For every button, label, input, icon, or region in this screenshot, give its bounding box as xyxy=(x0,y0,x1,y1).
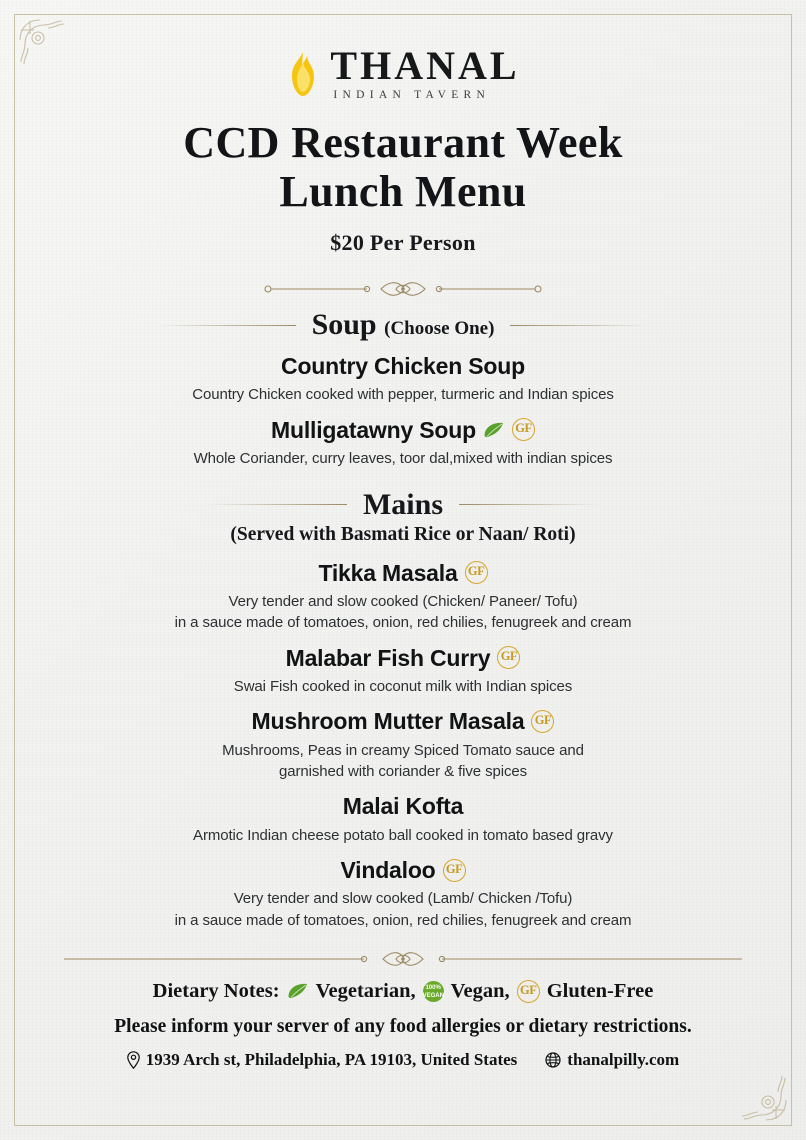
dish-name-text: Tikka Masala xyxy=(318,559,458,586)
dish-name-text: Vindaloo xyxy=(340,857,436,884)
website-item[interactable] xyxy=(545,1050,679,1070)
dish-description-line: garnished with coriander & five spices xyxy=(279,763,527,780)
dish-description-line: Very tender and slow cooked (Lamb/ Chicken /Tofu) xyxy=(233,890,573,908)
gluten-free-icon: GF xyxy=(531,710,554,733)
title-line-2: Lunch Menu xyxy=(279,166,527,216)
dish-name xyxy=(46,645,760,671)
menu-item xyxy=(46,857,760,931)
section-title-soup xyxy=(312,308,495,342)
address-text: 1939 Arch st, Philadelphia, PA 19103, United States xyxy=(145,1049,518,1069)
gluten-free-icon: GF xyxy=(512,418,535,441)
brand-tagline: INDIAN TAVERN xyxy=(333,89,491,101)
dish-description-line: Swai Fish cooked in coconut milk with Indian spices xyxy=(233,677,573,695)
dish-name xyxy=(46,353,760,379)
flame-icon xyxy=(286,51,320,97)
dish-description-line: Armotic Indian cheese potato ball cooked in tomato based gravy xyxy=(193,826,613,844)
gluten-free-label: Gluten-Free xyxy=(546,980,654,1003)
address-item xyxy=(127,1050,518,1070)
dish-name-text: Mushroom Mutter Masala xyxy=(251,708,525,735)
section-title-mains xyxy=(363,488,443,522)
dish-description xyxy=(46,384,760,405)
ornament-divider-top xyxy=(263,276,543,302)
page-title xyxy=(46,118,760,217)
menu-item xyxy=(46,793,760,846)
vegan-icon-text: 100% VEGAN xyxy=(422,984,444,999)
dish-description xyxy=(46,591,760,634)
menu-item xyxy=(46,645,760,698)
section-title-text: Mains xyxy=(362,487,443,521)
dish-name xyxy=(46,793,760,819)
section-subtitle-mains: (Served with Basmati Rice or Naan/ Roti) xyxy=(230,523,576,545)
dish-description xyxy=(46,825,760,846)
allergy-note: Please inform your server of any food allergies or dietary restrictions. xyxy=(114,1015,692,1037)
dish-description-line: Mushrooms, Peas in creamy Spiced Tomato sauce and xyxy=(222,741,584,759)
menu-item xyxy=(46,708,760,782)
dish-name-text: Country Chicken Soup xyxy=(281,353,525,380)
dish-description xyxy=(46,676,760,697)
ornament-divider-bottom xyxy=(58,947,748,971)
contact-row xyxy=(46,1050,760,1070)
title-line-1: CCD Restaurant Week xyxy=(183,117,623,167)
dietary-notes xyxy=(46,979,760,1004)
vegan-icon xyxy=(423,981,444,1002)
section-header-soup xyxy=(46,308,760,342)
vegetarian-label: Vegetarian, xyxy=(315,980,416,1003)
dish-description-line: Country Chicken cooked with pepper, turmeric and Indian spices xyxy=(192,386,614,404)
dish-name xyxy=(46,417,760,443)
dish-description xyxy=(46,888,760,931)
section-rule-right xyxy=(510,325,650,326)
dish-name xyxy=(46,560,760,586)
menu-footer xyxy=(46,979,760,1070)
dish-name xyxy=(46,857,760,883)
gluten-free-icon: GF xyxy=(465,561,488,584)
section-rule-left xyxy=(207,504,347,505)
brand-name: THANAL xyxy=(330,43,520,88)
section-rule-right xyxy=(459,504,599,505)
section-title-note: (Choose One) xyxy=(384,318,495,340)
gluten-free-icon: GF xyxy=(443,859,466,882)
website-text[interactable]: thanalpilly.com xyxy=(567,1049,680,1069)
dish-description-line: Whole Coriander, curry leaves, toor dal,mixed with indian spices xyxy=(193,450,613,468)
vegetarian-leaf-icon xyxy=(287,982,309,1000)
vegan-label: Vegan, xyxy=(450,980,510,1003)
menu-item xyxy=(46,560,760,634)
globe-icon xyxy=(545,1052,561,1068)
section-rule-left xyxy=(156,325,296,326)
dish-description-line: Very tender and slow cooked (Chicken/ Paneer/ Tofu) xyxy=(228,592,578,610)
section-title-text: Soup xyxy=(311,308,377,342)
section-header-mains xyxy=(46,488,760,522)
menu-item xyxy=(46,353,760,406)
menu-price: $20 Per Person xyxy=(330,230,476,256)
menu-item xyxy=(46,417,760,470)
brand-text xyxy=(330,43,520,102)
dish-name-text: Malabar Fish Curry xyxy=(285,644,491,671)
gluten-free-icon: GF xyxy=(497,646,520,669)
dish-name-text: Mulligatawny Soup xyxy=(271,416,476,443)
gluten-free-icon: GF xyxy=(517,980,540,1003)
vegetarian-leaf-icon xyxy=(483,421,505,439)
dietary-notes-label: Dietary Notes: xyxy=(152,980,280,1003)
dish-description xyxy=(46,740,760,783)
brand-logo xyxy=(46,43,760,102)
dish-description-line: in a sauce made of tomatoes, onion, red chilies, fenugreek and cream xyxy=(174,911,632,929)
dish-description xyxy=(46,448,760,469)
dish-name-text: Malai Kofta xyxy=(342,793,464,820)
dish-description-line: in a sauce made of tomatoes, onion, red chilies, fenugreek and cream xyxy=(174,614,632,632)
location-pin-icon xyxy=(127,1051,140,1069)
dish-name xyxy=(46,708,760,734)
